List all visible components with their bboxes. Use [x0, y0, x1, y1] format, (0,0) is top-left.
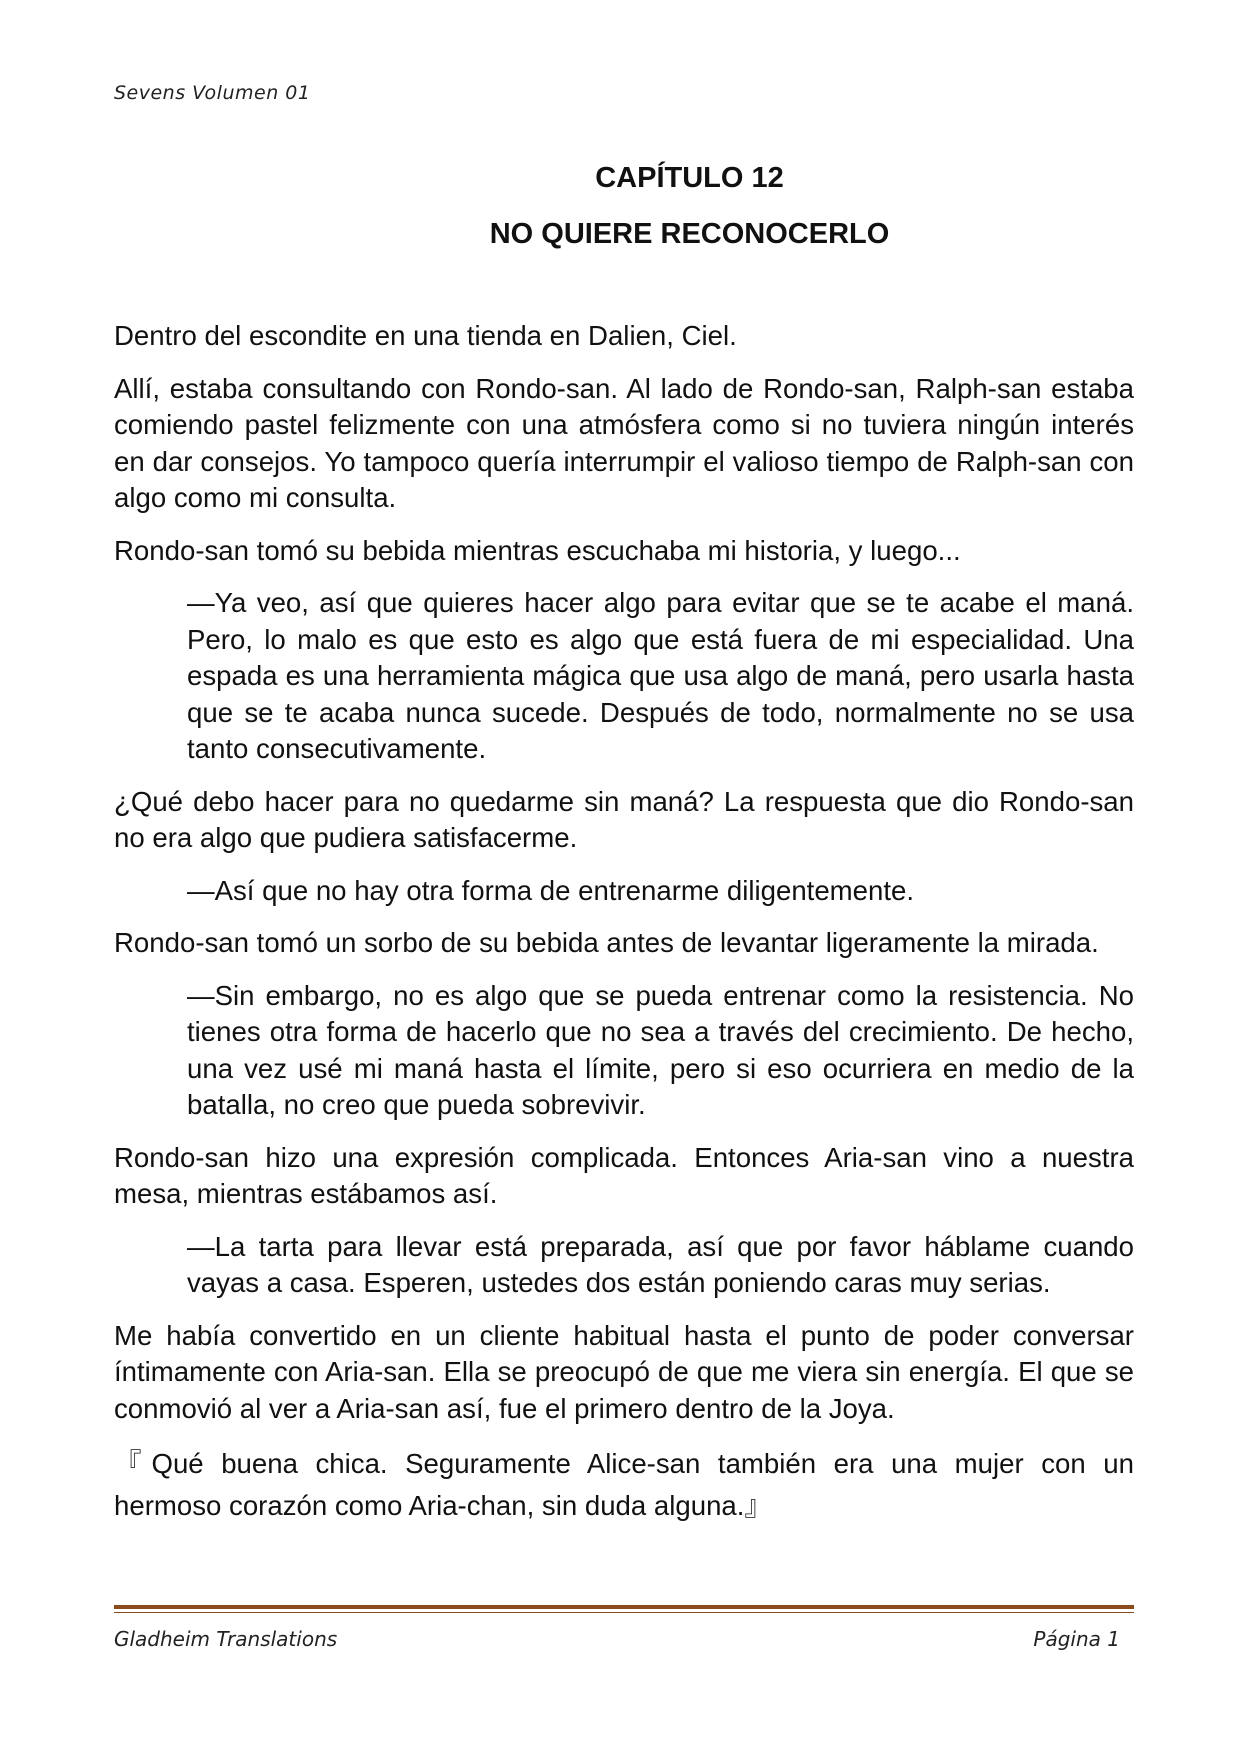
page-number: Página 1 [1033, 1627, 1120, 1651]
paragraph: Me había convertido en un cliente habitual hasta el punto de poder conversar íntimamente con Aria-san. Ella se preocupó de que me viera sin energía. El que se conmovió al ver a Aria-san así, fue el primero dentro de la Joya. [114, 1319, 1134, 1424]
paragraph: Rondo-san hizo una expresión complicada. Entonces Aria-san vino a nuestra mesa, mientras estábamos así. [114, 1141, 1134, 1209]
chapter-body [114, 318, 1134, 1543]
paragraph: Dentro del escondite en una tienda en Dalien, Ciel. [114, 320, 737, 351]
footer-divider [114, 1605, 1134, 1613]
chapter-title: NO QUIERE RECONOCERLO [489, 218, 890, 250]
paragraph: Rondo-san tomó un sorbo de su bebida antes de levantar ligeramente la mirada. [114, 927, 1099, 958]
paragraph: ¿Qué debo hacer para no quedarme sin maná? La respuesta que dio Rondo-san no era algo que pudiera satisfacerme. [114, 785, 1134, 853]
translator-credit: Gladheim Translations [114, 1627, 338, 1651]
dialogue-paragraph: —Ya veo, así que quieres hacer algo para evitar que se te acabe el maná. Pero, lo malo es que esto es algo que está fuera de mi especialidad. Una espada es una herramienta mágica que usa algo de maná, pero usarla hasta que se te acaba nunca sucede. Después de todo, normalmente no se usa tanto consecutivamente. [187, 587, 1134, 764]
jewel-quote-paragraph: 『Qué buena chica. Seguramente Alice-san también era una mujer con un hermoso corazón como Aria-chan, sin duda alguna.』 [114, 1448, 1134, 1521]
dialogue-paragraph: —Sin embargo, no es algo que se pueda entrenar como la resistencia. No tienes otra forma de hacerlo que no sea a través del crecimiento. De hecho, una vez usé mi maná hasta el límite, pero si eso ocurriera en medio de la batalla, no creo que pueda sobrevivir. [187, 979, 1134, 1120]
paragraph: Rondo-san tomó su bebida mientras escuchaba mi historia, y luego... [114, 534, 961, 566]
chapter-heading [0, 150, 1241, 262]
dialogue-paragraph: —Así que no hay otra forma de entrenarme diligentemente. [187, 874, 915, 906]
chapter-number: CAPÍTULO 12 [595, 162, 784, 194]
running-header: Sevens Volumen 01 [114, 82, 311, 104]
paragraph: Allí, estaba consultando con Rondo-san. Al lado de Rondo-san, Ralph-san estaba comiendo pastel felizmente con una atmósfera como si no tuviera ningún interés en dar consejos. Yo tampoco quería interrumpir el valioso tiempo de Ralph-san con algo como mi consulta. [114, 372, 1134, 513]
dialogue-paragraph: —La tarta para llevar está preparada, así que por favor háblame cuando vayas a casa. Esperen, ustedes dos están poniendo caras muy serias. [187, 1230, 1134, 1298]
